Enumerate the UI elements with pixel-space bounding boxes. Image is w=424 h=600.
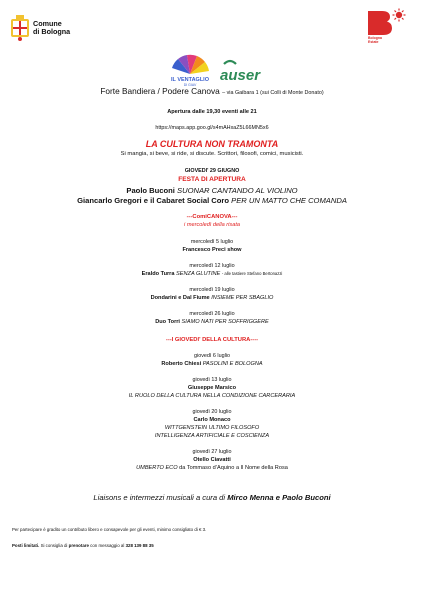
event-line bbox=[0, 295, 424, 301]
footer-phone[interactable]: 328 139 88 35 bbox=[125, 543, 154, 548]
opening-artist-2: Giancarlo Gregori e il Cabaret Social Coro bbox=[77, 196, 230, 205]
ventaglio-fan-icon bbox=[168, 52, 264, 88]
event-performer: Dondarini e Dal Fiume bbox=[150, 295, 210, 301]
venue-line bbox=[0, 86, 424, 96]
opening-performance-1 bbox=[0, 186, 424, 195]
event-title: SIAMO NATI PER SOFFRIGGERE bbox=[181, 319, 269, 325]
partner2-label: auser bbox=[220, 67, 261, 84]
giovedi-cultura-heading: ---I GIOVEDI' DELLA CULTURA---- bbox=[165, 337, 259, 343]
footer-message: con messaggio al bbox=[90, 543, 125, 548]
event-performer: Carlo Monaco bbox=[193, 417, 231, 423]
footer-limited: Posti limitati. bbox=[12, 543, 40, 548]
venue-name: Forte Bandiera / Podere Canova bbox=[100, 86, 220, 96]
event-performer: Roberto Chiesi bbox=[161, 361, 202, 367]
event-performer: Giuseppe Marsico bbox=[187, 385, 237, 391]
liaisons-text: Liaisons e intermezzi musicali a cura di bbox=[93, 493, 226, 502]
map-link[interactable]: https://maps.app.goo.gl/s4mAHxaZ5L66MN5x6 bbox=[155, 125, 269, 131]
event-line bbox=[0, 319, 424, 325]
event-title: SENZA GLUTINE bbox=[176, 271, 221, 277]
venue-address: – via Gaibara 1 (sui Colli di Monte Donato) bbox=[222, 90, 324, 96]
comune-line2: di Bologna bbox=[33, 27, 71, 36]
event-date: giovedì 6 luglio bbox=[194, 353, 230, 359]
liaisons-names: Mirco Menna e Paolo Buconi bbox=[227, 493, 331, 502]
partner1-sub-label: DI GIAV bbox=[183, 83, 197, 87]
event-date: mercoledì 19 luglio bbox=[189, 287, 235, 293]
partner-logos bbox=[168, 52, 264, 88]
event-date: mercoledì 12 luglio bbox=[189, 263, 235, 269]
event-date: mercoledì 26 luglio bbox=[189, 311, 235, 317]
event-performer: Duo Torri bbox=[155, 319, 180, 325]
event-note: - alle tastiere Stefano Bertonazzi bbox=[221, 271, 283, 276]
comicanova-subheading: i mercoledì della risata bbox=[184, 222, 240, 228]
footer-contribution: Per partecipare è gradito un contributo libero e consapevole per gli eventi, minimo consigliato di € 3. bbox=[12, 527, 207, 532]
event-title: INSIEME PER SBAGLIO bbox=[211, 295, 274, 301]
opening-performance-2 bbox=[0, 196, 424, 205]
footer-advice: Si consiglia di bbox=[40, 543, 68, 548]
opening-date: GIOVEDI' 29 GIUGNO bbox=[184, 168, 240, 174]
opening-hours: Apertura dalle 19,30 eventi alle 21 bbox=[167, 109, 257, 115]
event-performer: Francesco Preci show bbox=[182, 247, 242, 253]
comicanova-heading: ---ComiCANOVA--- bbox=[186, 214, 238, 220]
event-line bbox=[0, 271, 424, 277]
event-title-2: INTELLIGENZA ARTIFICIALE E COSCIENZA bbox=[154, 433, 270, 439]
event-title: PASOLINI E BOLOGNA bbox=[202, 361, 263, 367]
bologna-estate-logo bbox=[366, 8, 411, 48]
comune-di-bologna-logo bbox=[10, 15, 70, 41]
event-title-rest: da Tommaso d’Aquino a Il Nome della Rosa bbox=[179, 465, 288, 471]
event-performer: Eraldo Turra bbox=[141, 271, 175, 277]
event-date: giovedì 27 luglio bbox=[192, 449, 232, 455]
event-title: WITTGENSTEIN ULTIMO FILOSOFO bbox=[164, 425, 260, 431]
event-date: mercoledì 5 luglio bbox=[190, 239, 234, 245]
bologna-estate-line2: Estate bbox=[368, 40, 379, 44]
page-title: LA CULTURA NON TRAMONTA bbox=[145, 139, 279, 149]
event-title: IL RUOLO DELLA CULTURA NELLA CONDIZIONE CARCERARIA bbox=[128, 393, 296, 399]
tagline: Si mangia, si beve, si ride, si discute. Scrittori, filosofi, comici, musicisti. bbox=[120, 151, 304, 157]
footer-booking bbox=[12, 543, 154, 548]
comune-line1: Comune bbox=[33, 19, 62, 28]
event-title bbox=[0, 465, 424, 471]
event-date: giovedì 13 luglio bbox=[192, 377, 232, 383]
liaisons-credit bbox=[0, 493, 424, 502]
partner1-label: IL VENTAGLIO bbox=[171, 77, 209, 83]
bologna-estate-b-icon bbox=[366, 8, 411, 36]
opening-artist-1: Paolo Buconi bbox=[126, 186, 175, 195]
event-date: giovedì 20 luglio bbox=[192, 409, 232, 415]
footer-prenotare: prenotare bbox=[68, 543, 89, 548]
bologna-crest-icon bbox=[10, 15, 30, 41]
event-performer: Otello Ciavatti bbox=[193, 457, 231, 463]
opening-title-2: PER UN MATTO CHE COMANDA bbox=[231, 196, 347, 205]
auser-swoosh-icon bbox=[224, 61, 236, 64]
opening-title-1: SUONAR CANTANDO AL VIOLINO bbox=[177, 186, 298, 195]
bologna-estate-line1: Bologna bbox=[368, 36, 382, 40]
opening-label: FESTA DI APERTURA bbox=[178, 176, 246, 183]
event-line bbox=[0, 361, 424, 367]
event-title-italic: UMBERTO ECO bbox=[136, 465, 178, 471]
